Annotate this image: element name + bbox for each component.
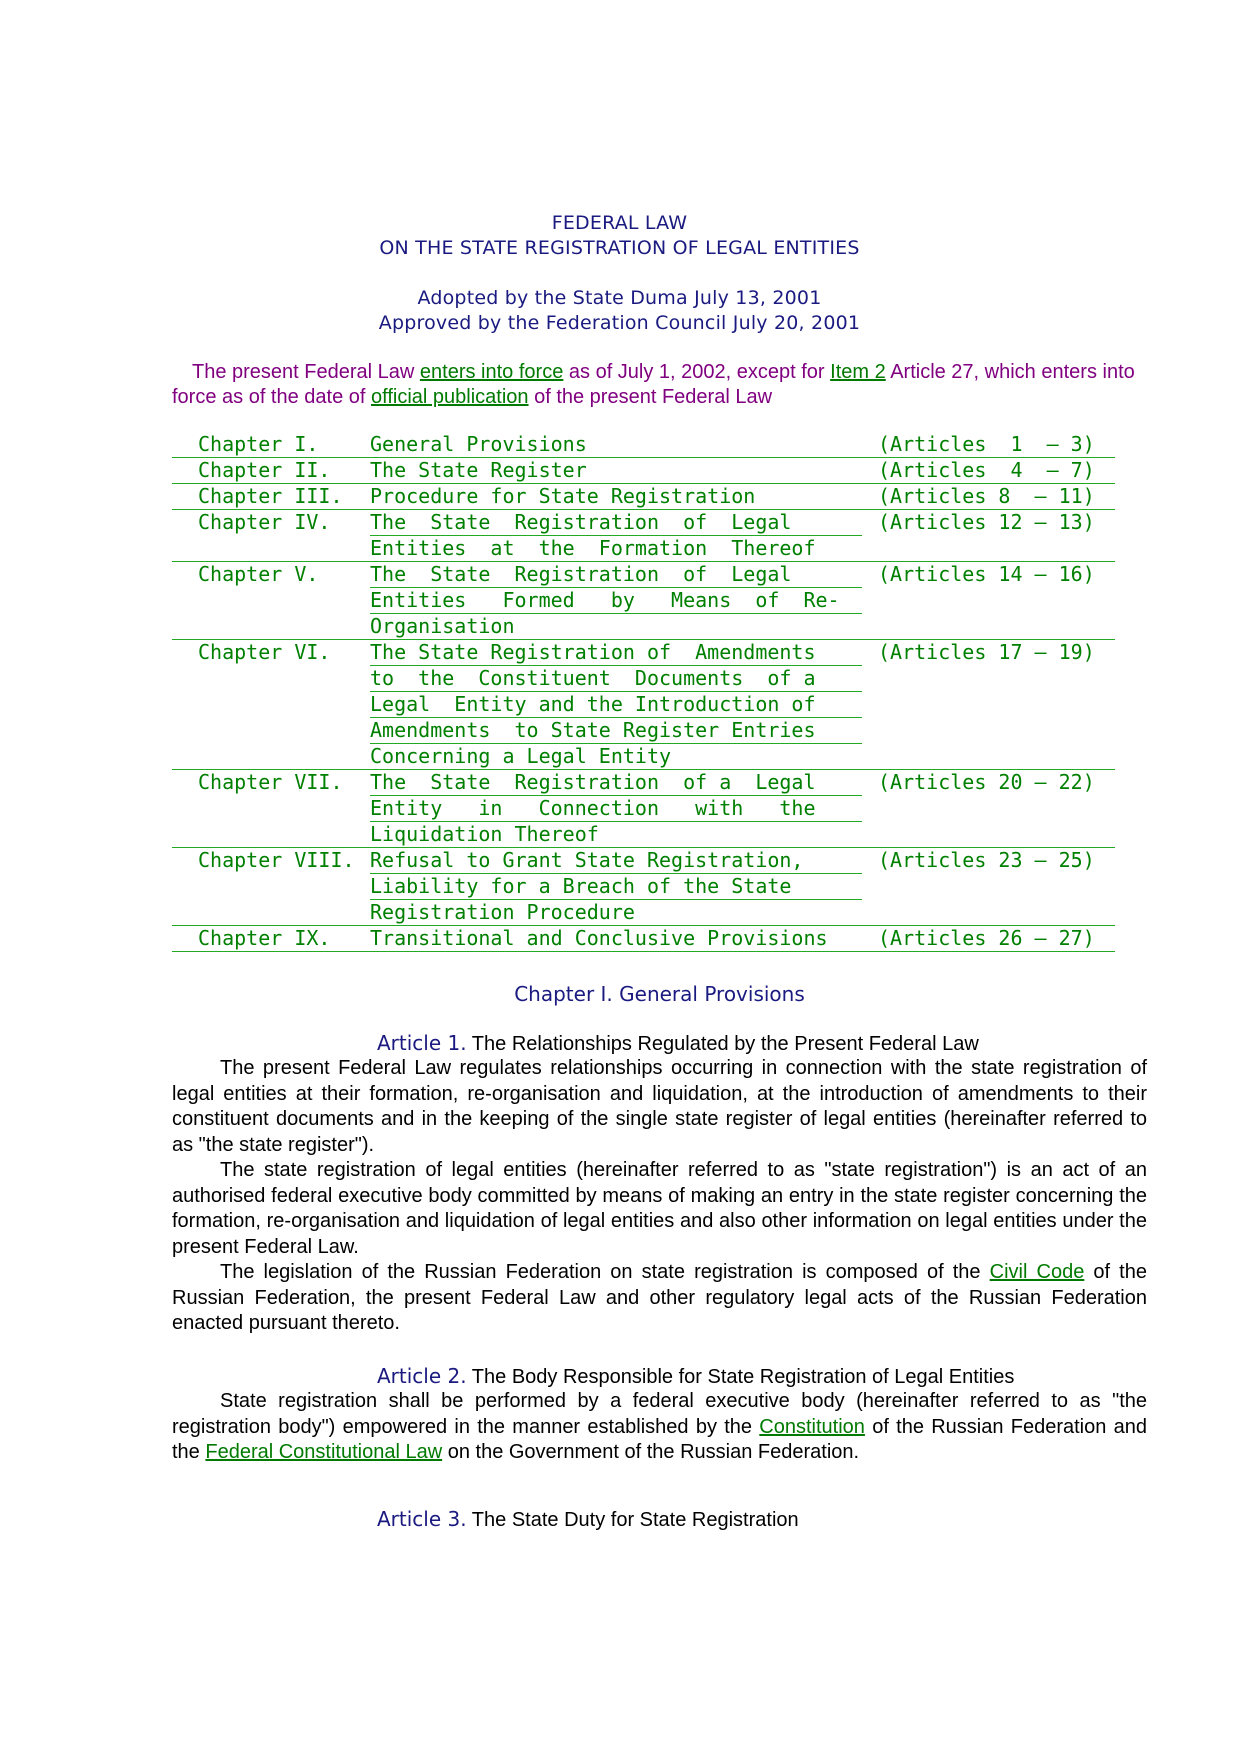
paragraph: The state registration of legal entities (hereinafter referred to as "state registration") is an act of an authorised federal executive body committed by means of making an entry in the state register concerning the formation, re-organisation and liquidation of legal entities and also other information on legal entities under the present Federal Law. (172, 1159, 1147, 1258)
toc-row[interactable] (172, 562, 1115, 640)
toc-chapter-label: Chapter III. (198, 484, 343, 508)
chapter-heading: Chapter I. General Provisions (514, 982, 805, 1006)
toc-title-line: Liability for a Breach of the State (370, 874, 862, 900)
toc-title-line: Entities Formed by Means of Re- (370, 588, 862, 614)
article-1-body (172, 1056, 1147, 1337)
paragraph: The legislation of the Russian Federation on state registration is composed of the Civil Code of the Russian Federation, the present Federal Law and other regulatory legal acts of the Russian Federation enacted pursuant thereto. (172, 1261, 1147, 1334)
adopted-line: Adopted by the State Duma July 13, 2001 (417, 287, 822, 309)
toc-title-line: Registration Procedure (370, 900, 635, 924)
official-publication-link[interactable]: official publication (371, 386, 529, 408)
law-title: ON THE STATE REGISTRATION OF LEGAL ENTITIES (379, 237, 860, 259)
toc-title-line: General Provisions (370, 432, 587, 456)
toc-title-line: Concerning a Legal Entity (370, 744, 672, 768)
article-3-heading (377, 1507, 799, 1533)
toc-chapter-title (370, 484, 862, 509)
article-number: Article 1. (377, 1031, 467, 1055)
article-2-heading (377, 1364, 1014, 1390)
toc-row[interactable] (172, 432, 1115, 458)
toc-chapter-label: Chapter IV. (198, 510, 331, 534)
toc-chapter-label: Chapter VI. (198, 640, 331, 664)
toc-articles-range: (Articles 12 – 13) (878, 510, 1095, 534)
toc-title-line: Liquidation Thereof (370, 822, 599, 846)
toc-title-line: The State Registration of Legal (370, 510, 862, 536)
toc-chapter-title (370, 926, 862, 951)
toc-articles-range: (Articles 4 – 7) (878, 458, 1095, 482)
toc-articles-range: (Articles 1 – 3) (878, 432, 1095, 456)
civil-code-link[interactable]: Civil Code (989, 1261, 1085, 1283)
toc-articles-range: (Articles 23 – 25) (878, 848, 1095, 872)
toc-row[interactable] (172, 770, 1115, 848)
article-title: The State Duty for State Registration (466, 1509, 799, 1531)
toc-chapter-label: Chapter I. (198, 432, 319, 456)
toc-title-line: The State Registration of Amendments (370, 640, 862, 666)
paragraph: State registration shall be performed by a federal executive body (hereinafter referred to as "the registration body") empowered in the manner established by the Constitution of the Russian Federation and the Federal Constitutional Law on the Government of the Russian Federation. (172, 1390, 1147, 1463)
toc-chapter-title (370, 458, 862, 483)
enters-into-force-link[interactable]: enters into force (419, 361, 564, 383)
constitution-link[interactable]: Constitution (759, 1415, 865, 1438)
toc-chapter-title (370, 848, 862, 925)
article-number: Article 3. (377, 1507, 467, 1531)
item-2-link[interactable]: Item 2 (830, 361, 886, 383)
toc-row[interactable] (172, 848, 1115, 926)
entry-into-force-note: The present Federal Law enters into force as of July 1, 2002, except for Item 2 Article 27, which enters into force as of the date of official publication of the present Federal Law (172, 361, 1135, 408)
approved-line: Approved by the Federation Council July 20, 2001 (378, 312, 861, 334)
toc-title-line: The State Registration of Legal (370, 562, 862, 588)
toc-title-line: Procedure for State Registration (370, 484, 756, 508)
toc-row[interactable] (172, 484, 1115, 510)
toc-chapter-title (370, 432, 862, 457)
toc-title-line: The State Registration of a Legal (370, 770, 862, 796)
article-title: The Body Responsible for State Registration of Legal Entities (466, 1366, 1015, 1388)
toc-articles-range: (Articles 20 – 22) (878, 770, 1095, 794)
article-2-body (172, 1389, 1147, 1466)
adoption-block (0, 286, 1239, 336)
article-title: The Relationships Regulated by the Present Federal Law (466, 1033, 979, 1055)
toc-title-line: Transitional and Conclusive Provisions (370, 926, 828, 950)
toc-chapter-label: Chapter VIII. (198, 848, 355, 872)
toc-title-line: Entity in Connection with the (370, 796, 862, 822)
toc-chapter-title (370, 770, 862, 847)
law-title-block (0, 211, 1239, 261)
article-number: Article 2. (377, 1364, 467, 1388)
table-of-contents (172, 432, 1115, 952)
toc-chapter-title (370, 640, 862, 769)
toc-articles-range: (Articles 14 – 16) (878, 562, 1095, 586)
toc-articles-range: (Articles 8 – 11) (878, 484, 1095, 508)
law-type: FEDERAL LAW (551, 212, 688, 234)
toc-row[interactable] (172, 510, 1115, 562)
toc-row[interactable] (172, 640, 1115, 770)
paragraph: The present Federal Law regulates relationships occurring in connection with the state registration of legal entities at their formation, re-organisation and liquidation, at the introduction of amendments to their constituent documents and in the keeping of the single state register of legal entities (hereinafter referred to as "the state register"). (172, 1057, 1147, 1156)
article-1-heading (377, 1031, 979, 1057)
toc-title-line: to the Constituent Documents of a (370, 666, 862, 692)
toc-chapter-label: Chapter VII. (198, 770, 343, 794)
toc-articles-range: (Articles 17 – 19) (878, 640, 1095, 664)
toc-title-line: Refusal to Grant State Registration, (370, 848, 862, 874)
toc-title-line: The State Register (370, 458, 587, 482)
toc-title-line: Organisation (370, 614, 515, 638)
toc-row[interactable] (172, 926, 1115, 952)
toc-row[interactable] (172, 458, 1115, 484)
toc-title-line: Amendments to State Register Entries (370, 718, 862, 744)
toc-chapter-title (370, 562, 862, 639)
toc-title-line: Legal Entity and the Introduction of (370, 692, 862, 718)
toc-chapter-title (370, 510, 862, 561)
toc-chapter-label: Chapter V. (198, 562, 319, 586)
toc-articles-range: (Articles 26 – 27) (878, 926, 1095, 950)
toc-chapter-label: Chapter IX. (198, 926, 331, 950)
toc-title-line: Entities at the Formation Thereof (370, 536, 816, 560)
toc-chapter-label: Chapter II. (198, 458, 331, 482)
federal-constitutional-law-link[interactable]: Federal Constitutional Law (205, 1441, 443, 1463)
